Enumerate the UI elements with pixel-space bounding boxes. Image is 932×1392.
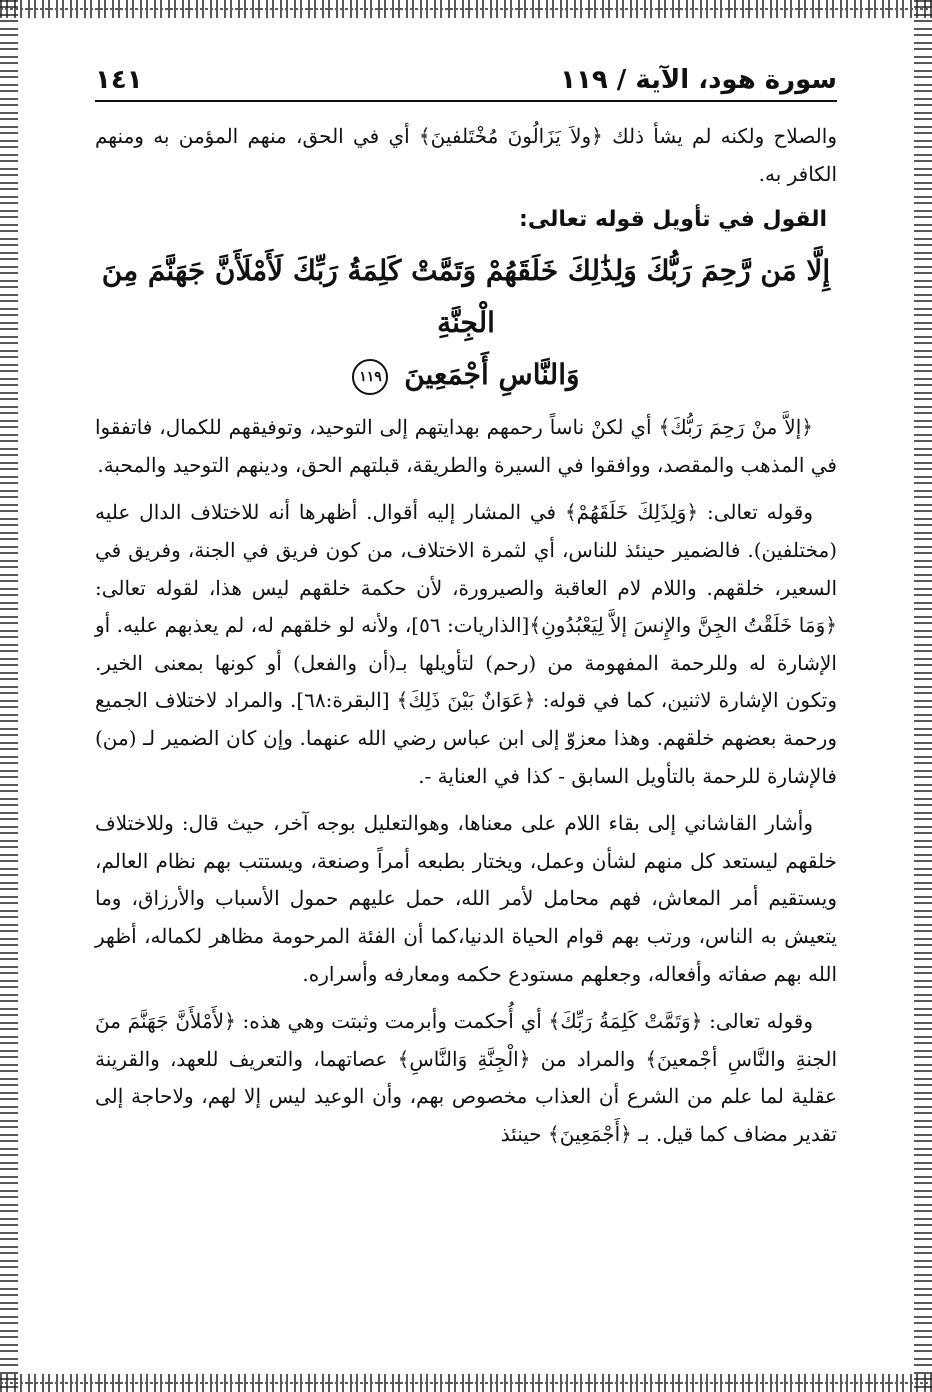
- page-header: [95, 60, 837, 102]
- verse-number-badge: ١١٩: [352, 359, 388, 395]
- running-title: سورة هود، الآية / ١١٩: [560, 65, 837, 95]
- verse-line-1: إِلَّا مَن رَّحِمَ رَبُّكَ وَلِذَٰلِكَ خَلَقَهُمْ وَتَمَّتْ كَلِمَةُ رَبِّكَ لَأَمْلَأَنَّ جَهَنَّمَ مِنَ الْجِنَّةِ: [101, 254, 831, 340]
- quran-verse: [95, 245, 837, 401]
- ornamental-border-top: [0, 0, 932, 18]
- page-body: [95, 118, 837, 1352]
- paragraph-3: وقوله تعالى: ﴿وَلِذَلِكَ خَلَقَهُمْ﴾ في المشار إليه أقوال. أظهرها أنه للاختلاف الدال عليه (مختلفين). فالضمير حينئذ للناس، أي لثمرة الاختلاف، من كون فريق في الجنة، وفريق في السعير، خلقهم. واللام لام العاقبة والصيرورة، لأن حكمة خلقهم ليس هذا، لقوله تعالى: ﴿وَمَا خَلَقْتُ الجِنَّ والإِنسَ إلاَّ لِيَعْبُدُونِ﴾[الذاريات: ٥٦]، ولأنه لو خلقهم له، لم يعذبهم عليه. أو الإشارة له وللرحمة المفهومة من (رحم) لتأويلها بـ(أن والفعل) أو كونها بمعنى الخير. وتكون الإشارة لاثنين، كما في قوله: ﴿عَوَانٌ بَيْنَ ذَلِكَ﴾ [البقرة:٦٨]. والمراد لاختلاف الجميع ورحمة بعضهم خلقهم. وهذا معزوّ إلى ابن عباس رضي الله عنهما. وإن كان الضمير لـ (من) فالإشارة للرحمة بالتأويل السابق - كذا في العناية -.: [95, 500, 837, 788]
- verse-line-2-wrap: [95, 349, 837, 401]
- ornamental-border-bottom: [0, 1374, 932, 1392]
- ornamental-border-right: [914, 0, 932, 1392]
- paragraph-4: وأشار القاشاني إلى بقاء اللام على معناها، وهوالتعليل بوجه آخر، حيث قال: وللاختلاف خلقهم ليستعد كل منهم لشأن وعمل، ويختار بطبعه أمراً وصنعة، ويستتب بهم نظام العالم، ويستقيم أمر المعاش، فهم محامل لأمر الله، حمل عليهم حمول الأسباب والأرزاق، وما يتعيش به الناس، ورتب بهم قوام الحياة الدنيا،كما أن الفئة المرحومة مظاهر لكماله، أظهر الله بهم صفاته وأفعاله، وجعلهم مستودع حكمه ومعارفه وأسراره.: [95, 811, 837, 986]
- verse-line-2: وَالنَّاسِ أَجْمَعِينَ: [404, 358, 580, 392]
- paragraph-2: ﴿إلاَّ منْ رَحِمَ رَبُّكَ﴾ أي لكنْ ناساً رحمهم بهدايتهم إلى التوحيد، وتوفيقهم للكمال، فاتفقوا في المذهب والمقصد، ووافقوا في السيرة والطريقة، قبلتهم الحق، ودينهم التوحيد والمحبة.: [95, 415, 837, 477]
- ornamental-border-left: [0, 0, 18, 1392]
- paragraph-1: والصلاح ولكنه لم يشأ ذلك ﴿ولاَ يَزَالُونَ مُخْتَلفينَ﴾ أي في الحق، منهم المؤمن به ومنهم الكافر به.: [95, 124, 837, 186]
- page-number: ١٤١: [95, 65, 143, 95]
- section-heading: القول في تأويل قوله تعالى:: [519, 207, 827, 233]
- paragraph-5: وقوله تعالى: ﴿وَتَمَّتْ كَلِمَةُ رَبِّكَ﴾ أي أُحكمت وأبرمت وثبتت وهي هذه: ﴿لأَمْلأَنَّ جَهَنَّمَ منَ الجنةِ والنَّاسِ أجْمعينَ﴾ والمراد من ﴿الْجِنَّةِ وَالنَّاسِ﴾ عصاتهما، والتعريف للعهد، والقرينة عقلية لما علم من الشرع أن العذاب مخصوص بهم، وأن الوعيد ليس إلا لهم، ولاحاجة إلى تقدير مضاف كما قيل. بـ ﴿أَجْمَعِينَ﴾ حينئذ: [95, 1009, 837, 1146]
